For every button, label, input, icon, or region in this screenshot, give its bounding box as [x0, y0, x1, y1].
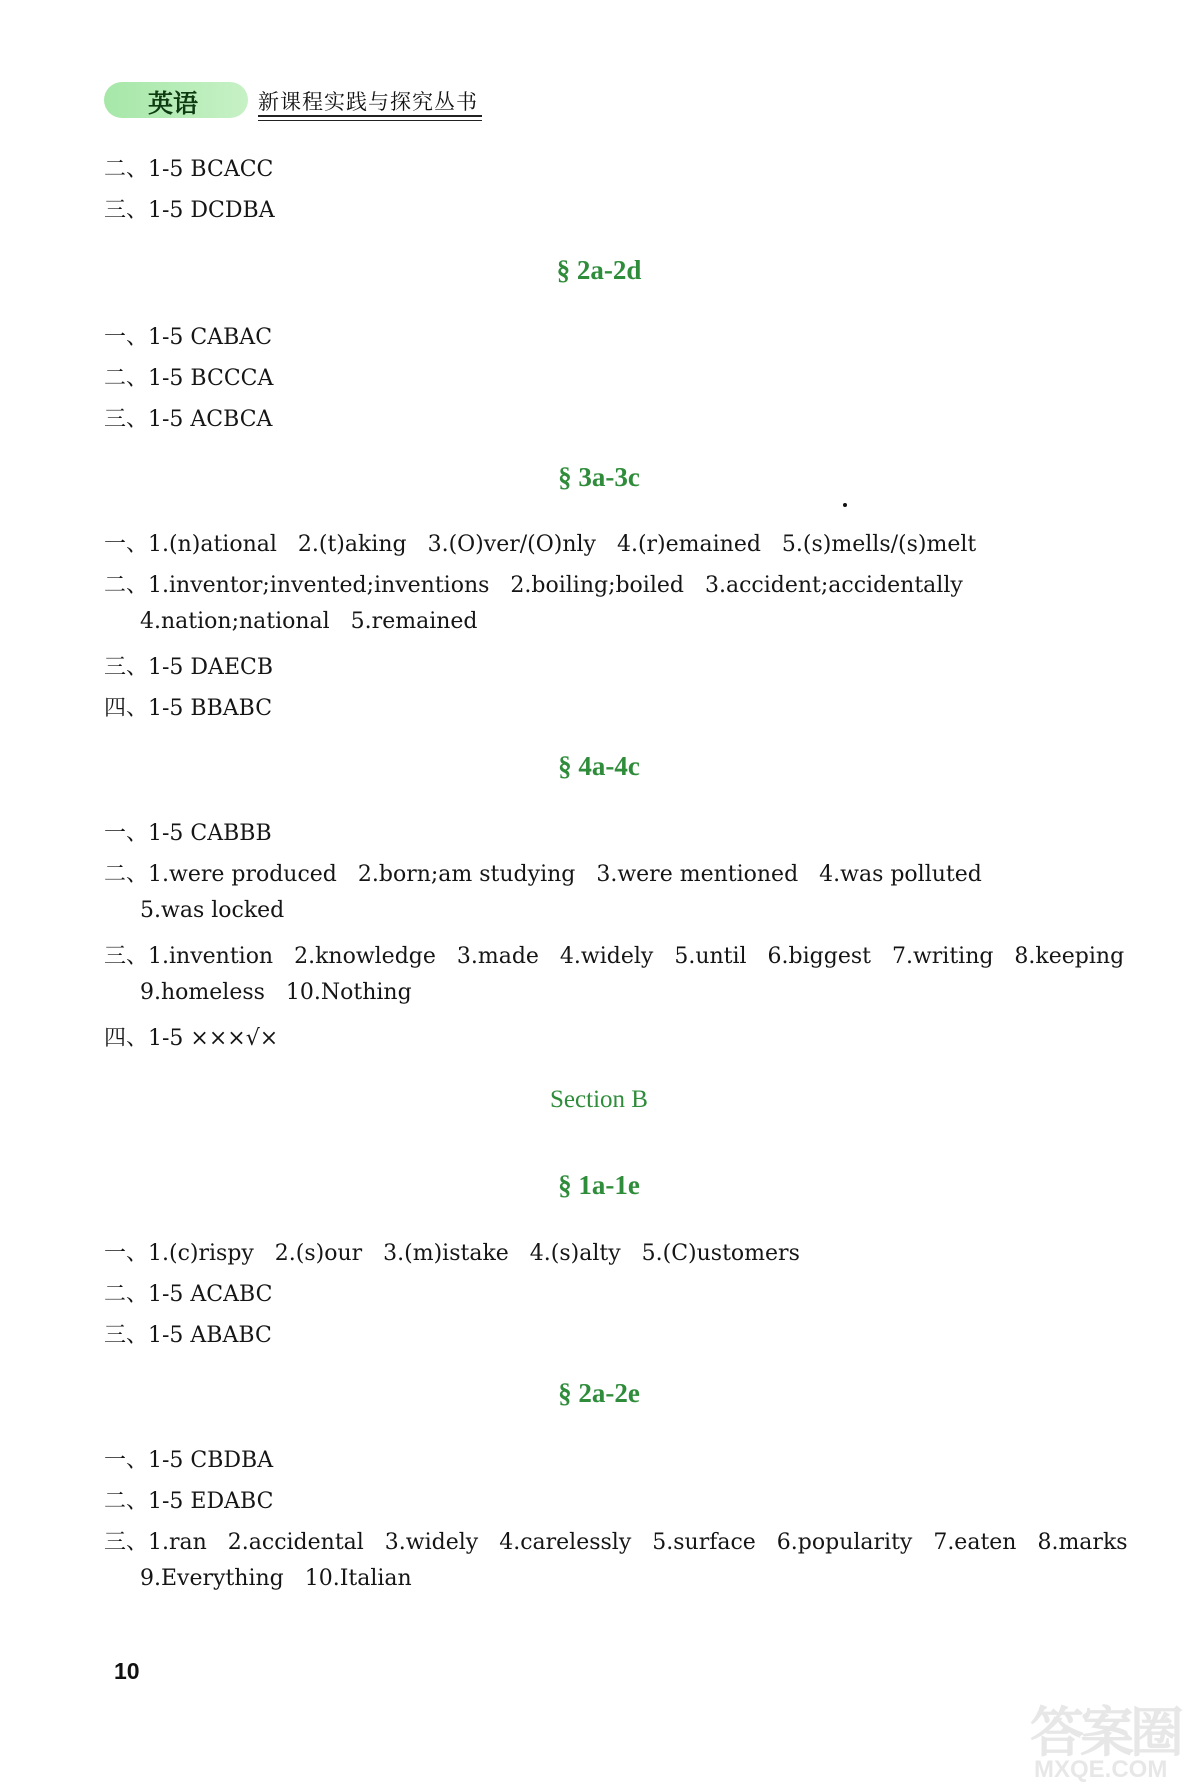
- watermark-main: 答案圈: [1030, 1701, 1180, 1764]
- section-heading: § 2a-2e: [558, 1378, 640, 1408]
- answer-line: 9.Everything 10.Italian: [140, 1566, 412, 1591]
- answer-line: 二、1.were produced 2.born;am studying 3.were mentioned 4.was polluted: [104, 862, 982, 887]
- section-heading: § 1a-1e: [558, 1170, 640, 1200]
- answer-line: 三、1-5 DCDBA: [104, 198, 275, 223]
- answer-line: 一、1.(n)ational 2.(t)aking 3.(O)ver/(O)nly 4.(r)emained 5.(s)mells/(s)melt: [104, 532, 977, 557]
- page-header: [104, 78, 484, 120]
- section-heading: § 2a-2d: [556, 255, 642, 285]
- answer-line: 9.homeless 10.Nothing: [140, 980, 412, 1005]
- answer-line: 二、1.inventor;invented;inventions 2.boiling;boiled 3.accident;accidentally: [104, 573, 963, 598]
- answer-line: 三、1-5 ACBCA: [104, 407, 273, 432]
- subject-badge: [104, 82, 248, 118]
- answer-line: 一、1.(c)rispy 2.(s)our 3.(m)istake 4.(s)alty 5.(C)ustomers: [104, 1241, 800, 1266]
- watermark-url: MXQE.COM: [1034, 1756, 1168, 1783]
- answer-line: 一、1-5 CBDBA: [104, 1448, 274, 1473]
- answer-line: 三、1.invention 2.knowledge 3.made 4.widely 5.until 6.biggest 7.writing 8.keeping: [104, 944, 1125, 969]
- section-heading: § 4a-4c: [558, 751, 640, 781]
- header-underline-thin: [258, 120, 482, 121]
- stray-dot: [843, 503, 847, 507]
- section-b-heading: Section B: [550, 1086, 648, 1113]
- subject-label: 英语: [148, 89, 199, 118]
- answer-line: 三、1-5 DAECB: [104, 655, 274, 680]
- header-underline: [258, 115, 482, 117]
- answer-line: 二、1-5 EDABC: [104, 1489, 274, 1514]
- answer-line: 二、1-5 BCCCA: [104, 366, 274, 391]
- series-title: 新课程实践与探究丛书: [258, 90, 478, 114]
- answer-line: 二、1-5 ACABC: [104, 1282, 273, 1307]
- answer-line: 二、1-5 BCACC: [104, 157, 274, 182]
- page-number: 10: [114, 1658, 140, 1684]
- answer-line: 四、1-5 BBABC: [104, 696, 273, 721]
- answer-line: 一、1-5 CABBB: [104, 821, 272, 846]
- answer-line: 三、1.ran 2.accidental 3.widely 4.carelessly 5.surface 6.popularity 7.eaten 8.marks: [104, 1530, 1128, 1555]
- answer-line: 5.was locked: [140, 898, 285, 923]
- answer-line: 一、1-5 CABAC: [104, 325, 273, 350]
- answer-line: 四、1-5 ×××√×: [104, 1026, 279, 1051]
- answer-line: 三、1-5 ABABC: [104, 1323, 272, 1348]
- answer-line: 4.nation;national 5.remained: [140, 609, 478, 634]
- section-heading: § 3a-3c: [558, 462, 640, 492]
- watermark-logo: [1020, 1690, 1190, 1786]
